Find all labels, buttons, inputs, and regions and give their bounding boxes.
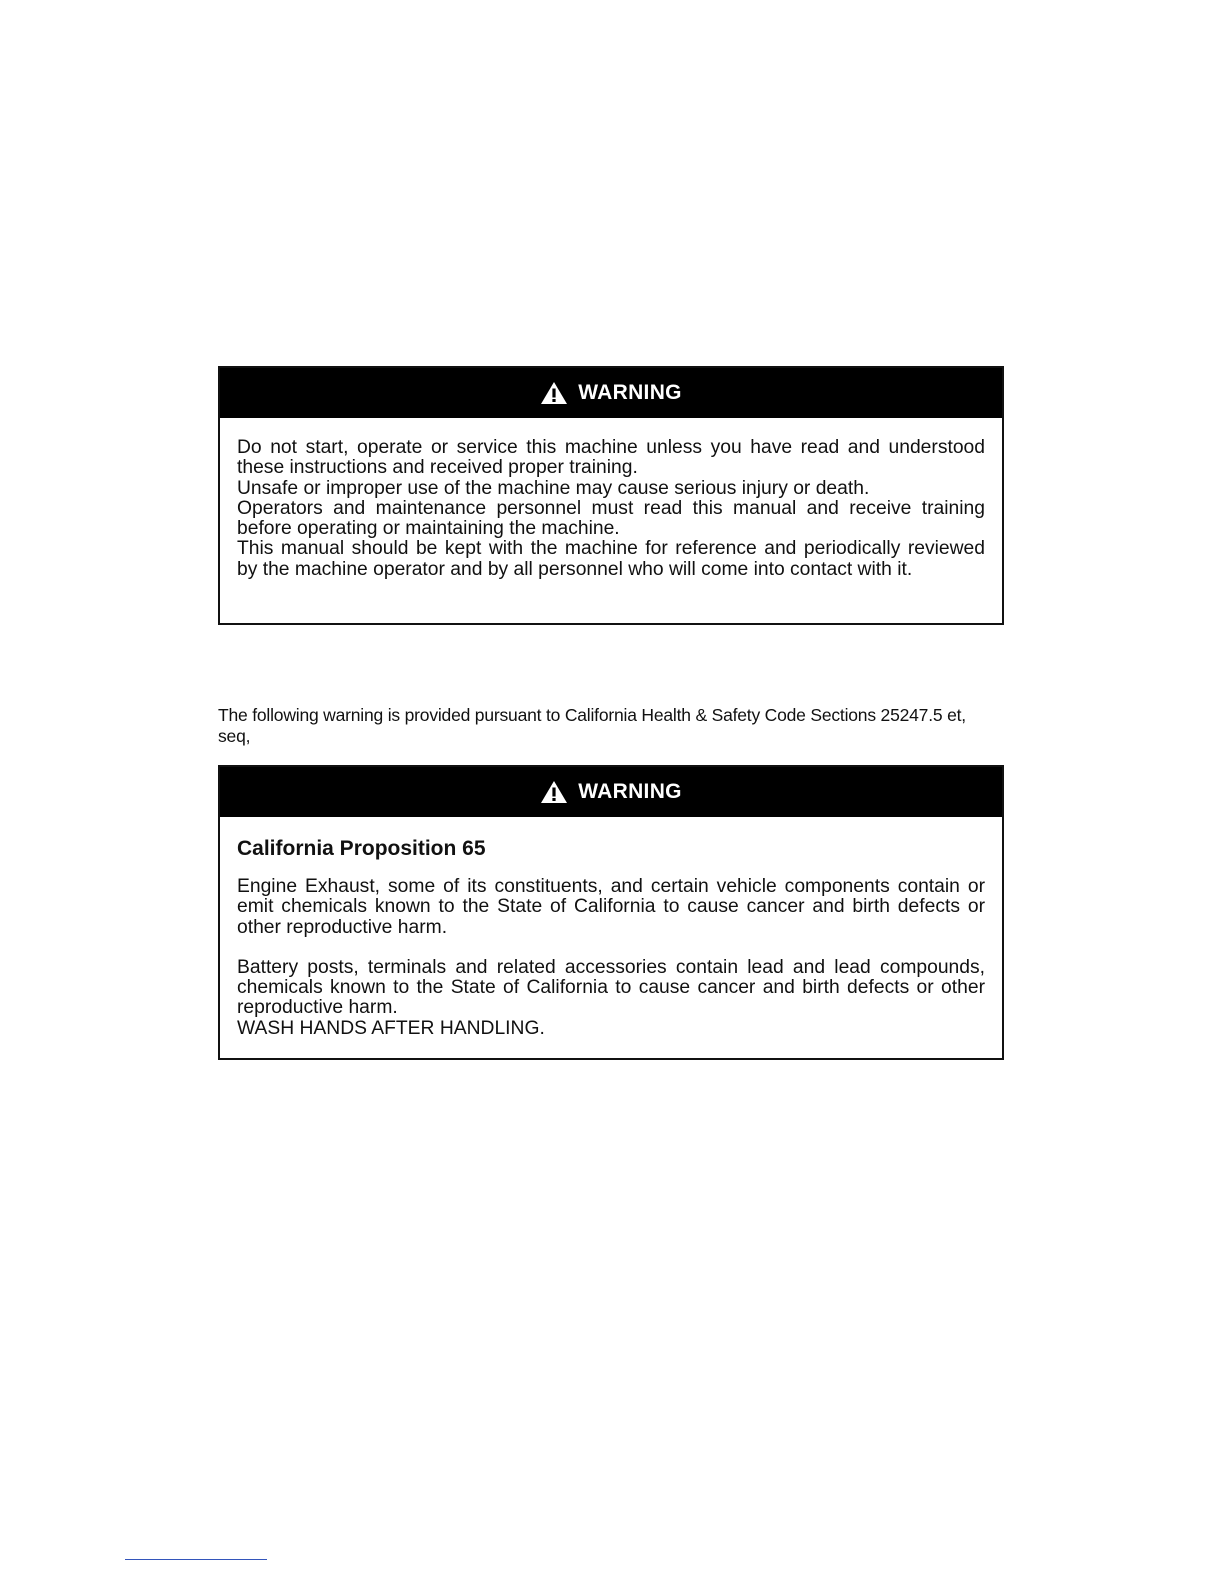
warning-paragraph: Unsafe or improper use of the machine may cause serious injury or death. (237, 477, 870, 499)
warning-header (220, 368, 1002, 418)
warning-paragraph: Operators and maintenance personnel must read this manual and receive training before operating or maintaining the machine. (237, 497, 985, 540)
prop65-warning-box (218, 765, 1004, 1060)
warning-paragraph: Engine Exhaust, some of its constituents, and certain vehicle components contain or emit chemicals known to the State of California to cause cancer and birth defects or other reproductive harm. (237, 876, 985, 938)
warning-header (220, 767, 1002, 817)
warning-body (220, 418, 1002, 580)
prop65-title: California Proposition 65 (237, 837, 486, 860)
warning-triangle-icon (540, 381, 568, 405)
general-warning-box (218, 366, 1004, 625)
warning-paragraph: This manual should be kept with the machine for reference and periodically reviewed by the machine operator and by all personnel who will come into contact with it. (237, 538, 985, 580)
warning-paragraph: Do not start, operate or service this machine unless you have read and understood these instructions and received proper training. (237, 437, 985, 479)
warning-header-label: WARNING (578, 381, 682, 404)
warning-header-label: WARNING (578, 780, 682, 803)
warning-paragraph: Battery posts, terminals and related accessories contain lead and lead compounds, chemicals known to the State of California to cause cancer and birth defects or other reproductive harm. (237, 956, 985, 1019)
california-code-intro: The following warning is provided pursuant to California Health & Safety Code Sections 25247.5 et, seq, (218, 705, 966, 746)
wash-hands-notice: WASH HANDS AFTER HANDLING. (237, 1017, 545, 1039)
warning-triangle-icon (540, 780, 568, 804)
footnote-divider (125, 1559, 267, 1560)
warning-body (220, 817, 1002, 1039)
